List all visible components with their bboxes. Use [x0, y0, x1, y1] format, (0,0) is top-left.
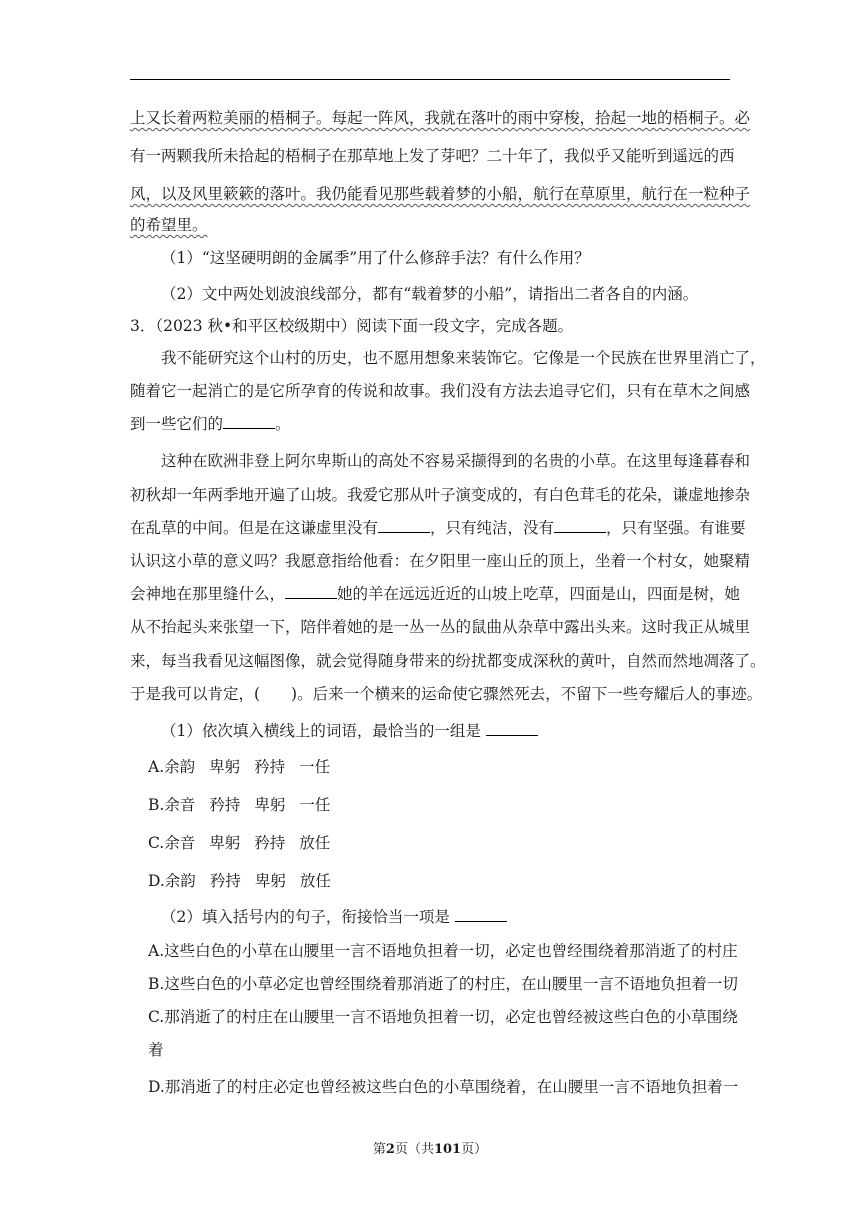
- answer-blank[interactable]: [486, 721, 538, 736]
- answer-blank[interactable]: [455, 907, 507, 922]
- q3-header: 3．（2023 秋•和平区校级期中）阅读下面一段文字，完成各题。: [130, 317, 574, 335]
- passage-line: 有一两颗我所未拾起的梧桐子在那草地上发了芽吧？二十年了，我似乎又能听到遥远的西: [130, 147, 735, 165]
- q3-sub1: （1）依次填入横线上的词语，最恰当的一组是: [161, 721, 730, 741]
- passage-line: 风，以及风里簌簌的落叶。我仍能看见那些载着梦的小船，航行在草原里，航行在一粒种子: [130, 185, 751, 203]
- q3-p1-line: 我不能研究这个山村的历史，也不愿用想象来装饰它。它像是一个民族在世界里消亡了，: [161, 349, 766, 367]
- q3-p2-line: 初秋却一年两季地开遍了山坡。我爱它那从叶子演变成的，有白色茸毛的花朵，谦虚地掺杂: [130, 486, 751, 504]
- q3-p2-line: 这种在欧洲非登上阿尔卑斯山的高处不容易采撷得到的名贵的小草。在这里每逢暮春和: [161, 452, 751, 470]
- q3-p1-line: 随着它一起消亡的是它所孕育的传说和故事。我们没有方法去追寻它们，只有在草木之间感: [130, 382, 751, 400]
- fill-blank[interactable]: [285, 584, 337, 599]
- q3-p2-line: 从不抬起头来张望一下，陪伴着她的是一丛一丛的鼠曲从杂草中露出头来。这时我正从城里: [130, 618, 751, 636]
- passage-line: 上又长着两粒美丽的梧桐子。每起一阵风，我就在落叶的雨中穿梭，拾起一地的梧桐子。必: [130, 109, 751, 127]
- fill-blank[interactable]: [223, 414, 275, 429]
- option-d[interactable]: D.那消逝了的村庄必定也曾经被这些白色的小草围绕着，在山腰里一言不语地负担着一: [148, 1078, 739, 1096]
- q3-p2-line: 在乱草的中间。但是在这谦虚里没有 ，只有纯洁，没有 ，只有坚强。有谁要: [130, 519, 746, 537]
- q3-p2-line: 来，每当我看见这幅图像，就会觉得随身带来的纷扰都变成深秋的黄叶，自然而然地凋落了。: [130, 652, 766, 670]
- option-b[interactable]: B.这些白色的小草必定也曾经围绕着那消逝了的村庄，在山腰里一言不语地负担着一切: [148, 975, 738, 993]
- option-b[interactable]: B.余音 矜持 卑躬 一任: [148, 796, 331, 814]
- q3-p2-line: 于是我可以肯定，( )。后来一个横来的运命使它骤然死去，不留下一些夸耀后人的事迹。: [130, 685, 763, 703]
- header-rule: [130, 79, 730, 80]
- option-c-continued[interactable]: 着: [148, 1041, 164, 1059]
- option-c[interactable]: C.那消逝了的村庄在山腰里一言不语地负担着一切，必定也曾经被这些白色的小草围绕: [148, 1008, 738, 1026]
- q3-p2-line: 会神地在那里缝什么， 她的羊在远远近近的山坡上吃草，四面是山，四面是树，她: [130, 585, 741, 603]
- q2-sub1: （1）“这坚硬明朗的金属季”用了什么修辞手法？有什么作用？: [161, 249, 590, 267]
- option-d[interactable]: D.余韵 矜持 卑躬 放任: [148, 872, 331, 890]
- option-a[interactable]: A.这些白色的小草在山腰里一言不语地负担着一切，必定也曾经围绕着那消逝了的村庄: [148, 942, 738, 960]
- option-c[interactable]: C.余音 卑躬 矜持 放任: [148, 834, 331, 852]
- page-number: 2: [385, 1142, 395, 1157]
- q3-p2-line: 认识这小草的意义吗？我愿意指给他看：在夕阳里一座山丘的顶上，坐着一个村女，她聚精: [130, 552, 751, 570]
- page-footer: 第2页（共101页）: [372, 1142, 488, 1157]
- fill-blank[interactable]: [554, 518, 606, 533]
- fill-blank[interactable]: [378, 518, 430, 533]
- page-total: 101: [433, 1142, 462, 1157]
- q3-p1-line: 到一些它们的 。: [130, 415, 291, 433]
- option-a[interactable]: A.余韵 卑躬 矜持 一任: [148, 758, 331, 776]
- passage-line: 的希望里。: [130, 216, 208, 234]
- q2-sub2: （2）文中两处划波浪线部分，都有“载着梦的小船”，请指出二者各自的内涵。: [161, 285, 699, 303]
- q3-sub2: （2）填入括号内的句子，衔接恰当一项是: [161, 907, 730, 927]
